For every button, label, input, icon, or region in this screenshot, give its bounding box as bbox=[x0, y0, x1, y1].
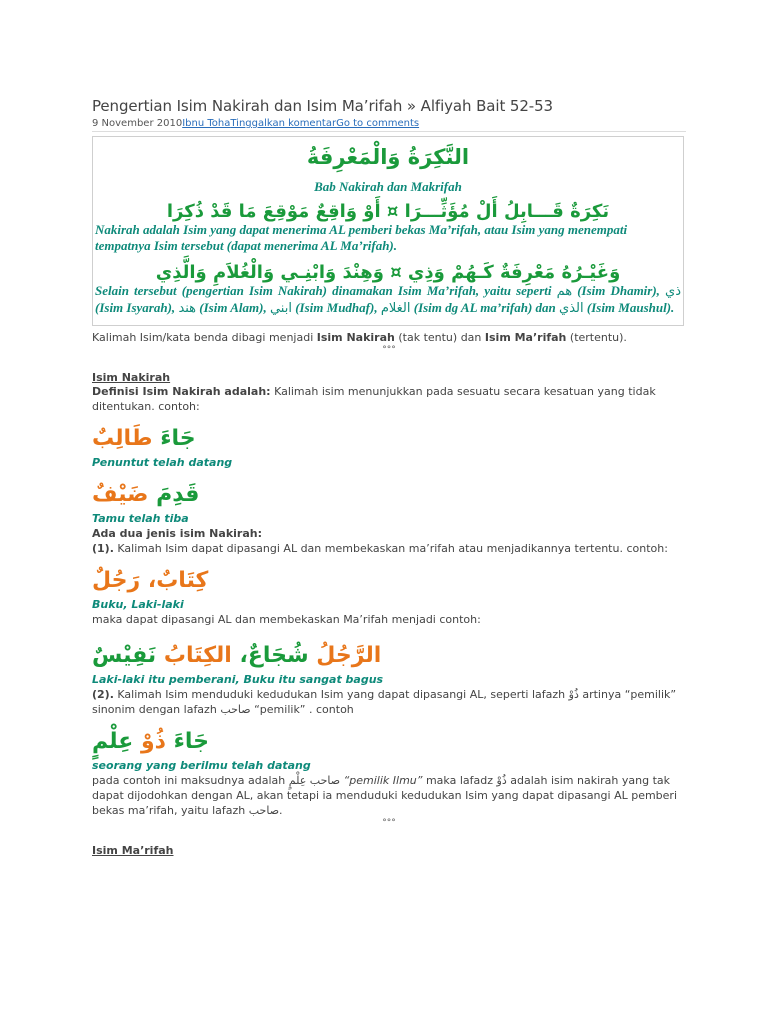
post-date: 9 November 2010 bbox=[92, 118, 183, 129]
trans2-part-b: (Isim Dhamir), bbox=[577, 283, 660, 298]
point-3-text-c: maka lafadz bbox=[425, 774, 494, 787]
author-link[interactable]: Ibnu Toha bbox=[182, 118, 231, 129]
point-3-arabic-1: صاحب عِلْمٍ bbox=[288, 774, 341, 787]
intro-text-1: Kalimah Isim/kata benda dibagi menjadi bbox=[92, 331, 314, 344]
example-5-word-1: جَاءَ bbox=[173, 729, 209, 754]
trans2-part-e: (Isim Mudhaf), bbox=[295, 300, 378, 315]
example-3-word-2: رَجُلٌ bbox=[92, 568, 141, 593]
article bbox=[92, 0, 686, 857]
point-3-text-b: “pemilik Ilmu” bbox=[343, 774, 423, 787]
example-1-noun: طَالِبٌ bbox=[92, 426, 153, 451]
go-to-comments-link[interactable]: Go to comments bbox=[336, 118, 420, 129]
point-3-text-d: adalah isim nakirah yang tak dapat dijodohkan dengan AL, akan tetapi ia menduduki kedudukan Isim yang dapat dipasangi AL pemberi bekas ma’rifah, yaitu lafazh bbox=[92, 774, 678, 817]
example-3-arabic bbox=[92, 564, 208, 598]
point-3-text-e: . bbox=[279, 804, 283, 817]
title-divider bbox=[92, 131, 686, 132]
example-5-arabic bbox=[92, 725, 209, 759]
example-4-word-2: شُجَاعٌ، bbox=[239, 643, 309, 668]
page-title: Pengertian Isim Nakirah dan Isim Ma’rifah » Alfiyah Bait 52-53 bbox=[92, 97, 553, 115]
heading-isim-nakirah: Isim Nakirah bbox=[92, 371, 171, 384]
arabic-dzi: ذي bbox=[665, 284, 681, 299]
definition-paragraph bbox=[92, 384, 686, 414]
example-1-arabic bbox=[92, 422, 196, 456]
example-2-verb: قَدِمَ bbox=[156, 482, 200, 507]
point-2-text-b: artinya “pemilik” sinonim dengan lafazh bbox=[92, 688, 677, 716]
point-2-paragraph bbox=[92, 687, 686, 717]
example-4-word-1: الرَّجُلُ bbox=[316, 643, 382, 668]
point-2-text-a: Kalimah Isim menduduki kedudukan Isim yang dapat dipasangi AL, seperti lafazh bbox=[117, 688, 566, 701]
point-3-arabic-2: ذُوْ bbox=[496, 774, 507, 787]
point-2-arabic-dzu: ذُوْ bbox=[568, 688, 579, 701]
point-2-number: (2). bbox=[92, 688, 114, 701]
intro-paragraph bbox=[92, 330, 686, 345]
intro-term-nakirah: Isim Nakirah bbox=[316, 331, 395, 344]
example-5-word-3: عِلْمٍ bbox=[92, 729, 134, 754]
trans2-part-a: Selain tersebut (pengertian Isim Nakirah) dinamakan Isim Ma’rifah, yaitu seperti bbox=[95, 283, 552, 298]
definition-text: Kalimah isim menunjukkan pada sesuatu secara kesatuan yang tidak ditentukan. contoh: bbox=[92, 385, 656, 413]
point-1-paragraph bbox=[92, 541, 686, 556]
example-3-word-1: كِتَابٌ، bbox=[147, 568, 209, 593]
example-4-translation: Laki-laki itu pemberani, Buku itu sangat bagus bbox=[92, 673, 384, 686]
example-1-translation: Penuntut telah datang bbox=[92, 456, 233, 469]
arabic-hind: هند bbox=[178, 301, 197, 316]
point-3-paragraph bbox=[92, 773, 686, 818]
post-meta bbox=[92, 118, 686, 129]
example-2-noun: ضَيْفٌ bbox=[92, 482, 149, 507]
point-2-arabic-shahib: صاحب bbox=[220, 703, 251, 716]
example-2-translation: Tamu telah tiba bbox=[92, 512, 189, 525]
leave-comment-link[interactable]: Tinggalkan komentar bbox=[230, 118, 337, 129]
point-1-text: Kalimah Isim dapat dipasangi AL dan membekaskan ma’rifah atau menjadikannya tertentu. contoh: bbox=[117, 542, 668, 555]
example-3-translation: Buku, Laki-laki bbox=[92, 598, 184, 611]
section-separator-2: °°° bbox=[382, 818, 396, 828]
chapter-subtitle: Bab Nakirah dan Makrifah bbox=[314, 179, 462, 194]
example-1-verb: جَاءَ bbox=[160, 426, 196, 451]
point-3-arabic-3: صاحب bbox=[248, 804, 280, 817]
example-5-word-2: ذُوْ bbox=[140, 729, 166, 754]
example-4-arabic bbox=[92, 639, 381, 673]
verse-box bbox=[92, 136, 684, 326]
verse-line-2: وَغَيْـرُهُ مَعْرِفَةٌ كَـهُمْ وَذِي ¤ وَهِنْدَ وَابْنِـي وَالْغُلاَمِ وَالَّذِي bbox=[155, 262, 621, 283]
arabic-hum: هم bbox=[556, 284, 573, 299]
point-3-text-a: pada contoh ini maksudnya adalah bbox=[92, 774, 286, 787]
definition-label: Definisi Isim Nakirah adalah: bbox=[92, 385, 271, 398]
intro-text-2: (tak tentu) dan bbox=[398, 331, 482, 344]
example-4-word-3: الكِتَابُ bbox=[163, 643, 232, 668]
verse-translation-2 bbox=[93, 283, 683, 317]
trans2-part-d: (Isim Alam), bbox=[199, 300, 267, 315]
arabic-alladzi: الذي bbox=[559, 301, 584, 316]
point-1-number: (1). bbox=[92, 542, 114, 555]
section-separator: °°° bbox=[382, 345, 396, 355]
example-4-word-4: نَفِيْسٌ bbox=[92, 643, 157, 668]
arabic-ibni: ابني bbox=[269, 301, 292, 316]
heading-isim-marifah: Isim Ma’rifah bbox=[92, 844, 174, 857]
trans2-part-c: (Isim Isyarah), bbox=[95, 300, 176, 315]
example-5-translation: seorang yang berilmu telah datang bbox=[92, 759, 311, 772]
point-1-after: maka dapat dipasangi AL dan membekaskan Ma’rifah menjadi contoh: bbox=[92, 613, 481, 626]
intro-text-3: (tertentu). bbox=[569, 331, 627, 344]
point-2-text-c: “pemilik” . contoh bbox=[254, 703, 354, 716]
trans2-part-f: (Isim dg AL ma’rifah) dan bbox=[413, 300, 556, 315]
example-2-arabic bbox=[92, 478, 199, 512]
trans2-part-g: (Isim Maushul). bbox=[586, 300, 675, 315]
arabic-chapter-title: النَّكِرَةُ وَالْمَعْرِفَةُ bbox=[306, 145, 470, 169]
verse-line-1: نَكِرَةٌ قَـــابِلُ أَلْ مُؤَثِّـــرَا ¤ أَوْ وَاقِعٌ مَوْقِعَ مَا قَدْ ذُكِرَا bbox=[166, 201, 610, 222]
verse-translation-1: Nakirah adalah Isim yang dapat menerima AL pemberi bekas Ma’rifah, atau Isim yang menempati tempatnya Isim tersebut (dapat menerima AL Ma’rifah). bbox=[95, 222, 628, 253]
two-kinds-heading: Ada dua jenis isim Nakirah: bbox=[92, 527, 262, 540]
arabic-ghulam: الغلام bbox=[380, 301, 411, 316]
intro-term-marifah: Isim Ma’rifah bbox=[484, 331, 567, 344]
